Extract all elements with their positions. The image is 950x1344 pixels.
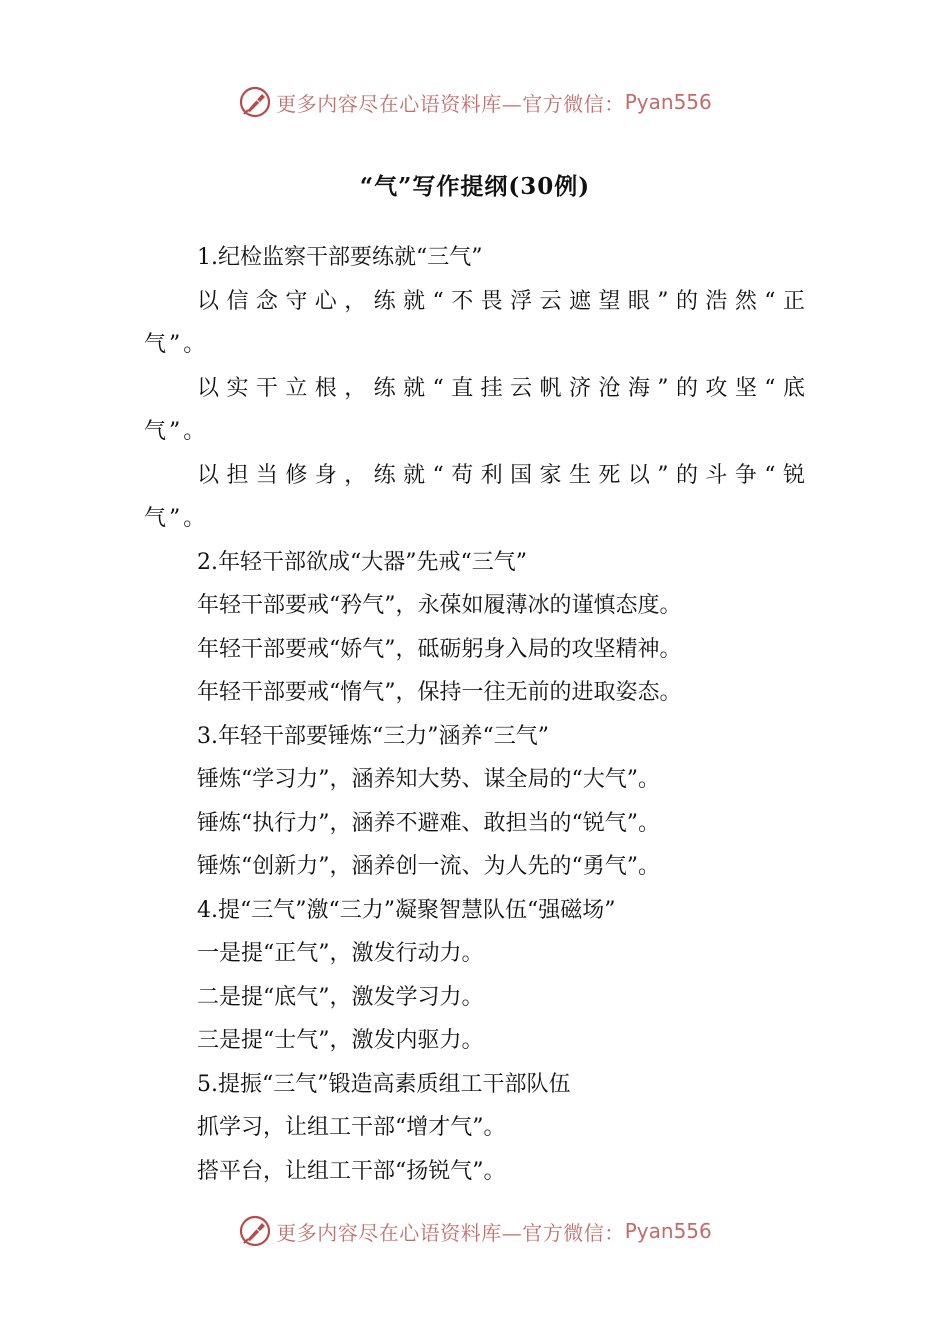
paragraph-line: 以信念守心，练就“不畏浮云遮望眼”的浩然“正 <box>197 288 808 314</box>
banner-wechat-id: Pyan556 <box>624 1219 712 1243</box>
section-heading-3: 3.年轻干部要锤炼“三力”涵养“三气” <box>197 723 549 749</box>
section-heading-1: 1.纪检监察干部要练就“三气” <box>197 245 483 270</box>
document-title: “气”写作提纲(30例) <box>359 173 591 200</box>
list-item: 锤炼“学习力”，涵养知大势、谋全局的“大气”。 <box>197 767 660 792</box>
list-item: 搭平台，让组工干部“扬锐气”。 <box>197 1158 506 1184</box>
document-body <box>144 236 808 1193</box>
list-item: 锤炼“执行力”，涵养不避难、敢担当的“锐气”。 <box>197 810 660 836</box>
paragraph <box>144 367 808 454</box>
quill-logo-icon <box>238 85 272 119</box>
section-heading-2: 2.年轻干部欲成“大器”先戒“三气” <box>197 549 527 575</box>
paragraph-line: 气”。 <box>144 332 209 357</box>
quill-logo-icon <box>238 1214 272 1248</box>
paragraph <box>144 454 808 541</box>
header-banner <box>0 82 950 122</box>
paragraph <box>144 280 808 367</box>
list-item: 三是提“士气”，激发内驱力。 <box>197 1028 484 1053</box>
section-heading-4: 4.提“三气”激“三力”凝聚智慧队伍“强磁场” <box>197 897 616 923</box>
list-item: 一是提“正气”，激发行动力。 <box>197 941 484 966</box>
paragraph-line: 以实干立根，练就“直挂云帆济沧海”的攻坚“底 <box>197 375 808 401</box>
list-item: 抓学习，让组工干部“增才气”。 <box>197 1115 506 1140</box>
list-item: 年轻干部要戒“矜气”，永葆如履薄冰的谨慎态度。 <box>197 593 682 618</box>
section-heading-5: 5.提振“三气”锻造高素质组工干部队伍 <box>197 1071 571 1097</box>
banner-text: 更多内容尽在心语资料库—官方微信： <box>276 91 625 116</box>
list-item: 年轻干部要戒“娇气”，砥砺躬身入局的攻坚精神。 <box>197 636 682 662</box>
paragraph-line: 以担当修身，练就“苟利国家生死以”的斗争“锐 <box>197 462 808 488</box>
footer-banner <box>0 1211 950 1251</box>
paragraph-line: 气”。 <box>144 506 209 531</box>
list-item: 二是提“底气”，激发学习力。 <box>197 984 484 1010</box>
list-item: 年轻干部要戒“惰气”，保持一往无前的进取姿态。 <box>197 680 682 705</box>
banner-text: 更多内容尽在心语资料库—官方微信： <box>276 1220 625 1245</box>
paragraph-line: 气”。 <box>144 419 209 444</box>
banner-wechat-id: Pyan556 <box>624 90 712 114</box>
list-item: 锤炼“创新力”，涵养创一流、为人先的“勇气”。 <box>197 854 660 879</box>
